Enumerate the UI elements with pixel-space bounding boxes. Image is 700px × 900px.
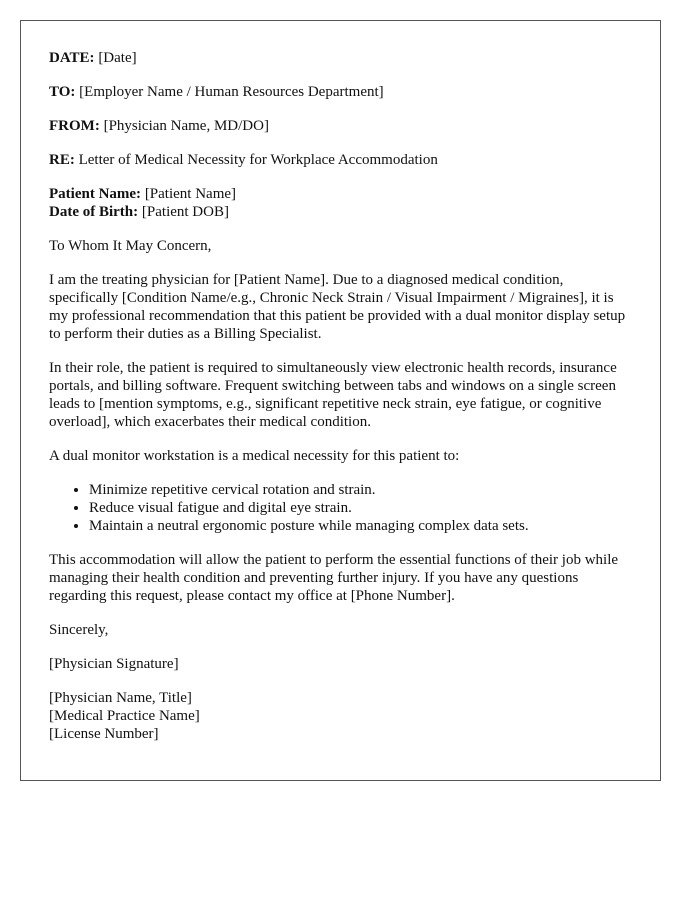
signature-placeholder: [Physician Signature]: [49, 656, 179, 672]
paragraph-role: In their role, the patient is required to simultaneously view electronic health records, insurance portals, and billing software. Frequent switching between tabs and windows on a single screen leads to [mention symptoms, e.g., significant repetitive neck strain, eye fatigue, or cognitive overload], which exacerbates their medical condition.: [49, 360, 617, 430]
signature-block: [49, 689, 632, 743]
paragraph-diagnosis: I am the treating physician for [Patient Name]. Due to a diagnosed medical condition, specifically [Condition Name/e.g., Chronic Neck Strain / Visual Impairment / Migraines], it is my professional recommendation that this patient be provided with a dual monitor display setup to perform their duties as a Billing Specialist.: [49, 272, 626, 342]
patient-info: [49, 185, 632, 221]
to-label: TO:: [49, 84, 76, 100]
from-label: FROM:: [49, 118, 100, 134]
re-label: RE:: [49, 152, 75, 168]
to-line: [49, 83, 632, 101]
to-value: [Employer Name / Human Resources Department]: [79, 84, 384, 100]
list-item: • Minimize repetitive cervical rotation and strain.: [89, 481, 632, 499]
license-number: [License Number]: [49, 726, 159, 742]
re-line: [49, 151, 632, 169]
necessity-list: [49, 481, 632, 535]
valediction: Sincerely,: [49, 622, 109, 638]
patient-name-label: Patient Name:: [49, 186, 142, 202]
salutation: To Whom It May Concern,: [49, 238, 212, 254]
paragraph-accommodation: This accommodation will allow the patient to perform the essential functions of their job while managing their health condition and preventing further injury. If you have any questions regarding this request, please contact my office at [Phone Number].: [49, 552, 619, 604]
patient-dob-line: [49, 203, 632, 221]
patient-name-line: [49, 185, 632, 203]
list-item: • Maintain a neutral ergonomic posture while managing complex data sets.: [89, 517, 632, 535]
patient-dob-value: [Patient DOB]: [141, 204, 229, 220]
paragraph-necessity: A dual monitor workstation is a medical necessity for this patient to:: [49, 448, 460, 464]
patient-name-value: [Patient Name]: [144, 186, 237, 202]
practice-name: [Medical Practice Name]: [49, 708, 200, 724]
physician-name-title: [Physician Name, Title]: [49, 690, 192, 706]
date-label: DATE:: [49, 50, 95, 66]
list-item: • Reduce visual fatigue and digital eye strain.: [89, 499, 632, 517]
from-value: [Physician Name, MD/DO]: [103, 118, 269, 134]
patient-dob-label: Date of Birth:: [49, 204, 139, 220]
date-value: [Date]: [98, 50, 137, 66]
date-line: [49, 49, 632, 67]
re-value: Letter of Medical Necessity for Workplace Accommodation: [78, 152, 438, 168]
letter-document: [20, 20, 661, 781]
from-line: [49, 117, 632, 135]
